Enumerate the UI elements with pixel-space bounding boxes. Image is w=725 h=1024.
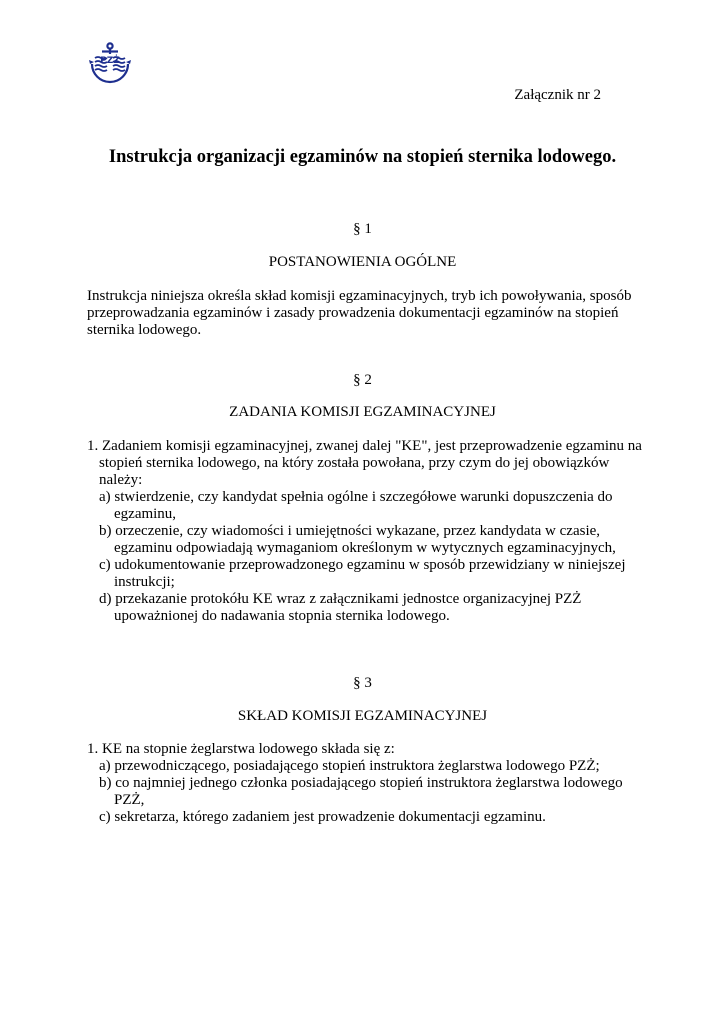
section-1-heading: POSTANOWIENIA OGÓLNE [268,254,457,270]
list-item-continuation: stopień sternika lodowego, na który została powołana, przy czym do jej obowiązków [99,455,610,471]
list-subitem-a: a) przewodniczącego, posiadającego stopień instruktora żeglarstwa lodowego PZŻ; [99,758,600,774]
list-item-continuation: należy: [99,472,143,488]
list-subitem-continuation: instrukcji; [114,574,175,590]
list-subitem-b: b) orzeczenie, czy wiadomości i umiejętności wykazane, przez kandydata w czasie, [99,523,601,539]
body-line: sternika lodowego. [87,322,202,338]
section-1-body [87,288,647,339]
section-2-list [87,438,667,625]
body-line: Instrukcja niniejsza określa skład komisji egzaminacyjnych, tryb ich powoływania, sposób [87,288,632,304]
list-item: 1. KE na stopnie żeglarstwa lodowego składa się z: [87,741,395,757]
pzz-anchor-logo-icon [88,42,132,94]
list-subitem-continuation: egzaminu, [114,506,177,522]
section-3-heading: SKŁAD KOMISJI EGZAMINACYJNEJ [237,708,488,724]
list-subitem-a: a) stwierdzenie, czy kandydat spełnia ogólne i szczegółowe warunki dopuszczenia do [99,489,613,505]
section-3-number: § 3 [353,675,372,691]
section-1-number: § 1 [353,221,372,237]
section-2-number: § 2 [353,372,372,388]
list-subitem-continuation: upoważnionej do nadawania stopnia sternika lodowego. [114,608,450,624]
list-subitem-d: d) przekazanie protokółu KE wraz z załącznikami jednostce organizacyjnej PZŻ [99,591,582,607]
list-subitem-c: c) udokumentowanie przeprowadzonego egzaminu w sposób przewidziany w niniejszej [99,557,626,573]
list-subitem-b: b) co najmniej jednego członka posiadającego stopień instruktora żeglarstwa lodowego [99,775,623,791]
body-line: przeprowadzania egzaminów i zasady prowadzenia dokumentacji egzaminów na stopień [87,305,619,321]
list-subitem-c: c) sekretarza, którego zadaniem jest prowadzenie dokumentacji egzaminu. [99,809,546,825]
document-title: Instrukcja organizacji egzaminów na stopień sternika lodowego. [108,147,617,167]
section-3-list [87,741,667,826]
annex-label: Załącznik nr 2 [514,87,601,103]
logo-text: PZŻ [100,56,120,66]
list-item: 1. Zadaniem komisji egzaminacyjnej, zwanej dalej "KE", jest przeprowadzenie egzaminu na [87,438,642,454]
list-subitem-continuation: egzaminu odpowiadają wymaganiom określonym w wytycznych egzaminacyjnych, [114,540,616,556]
list-subitem-continuation: PZŻ, [114,792,145,808]
section-2-heading: ZADANIA KOMISJI EGZAMINACYJNEJ [229,404,496,420]
